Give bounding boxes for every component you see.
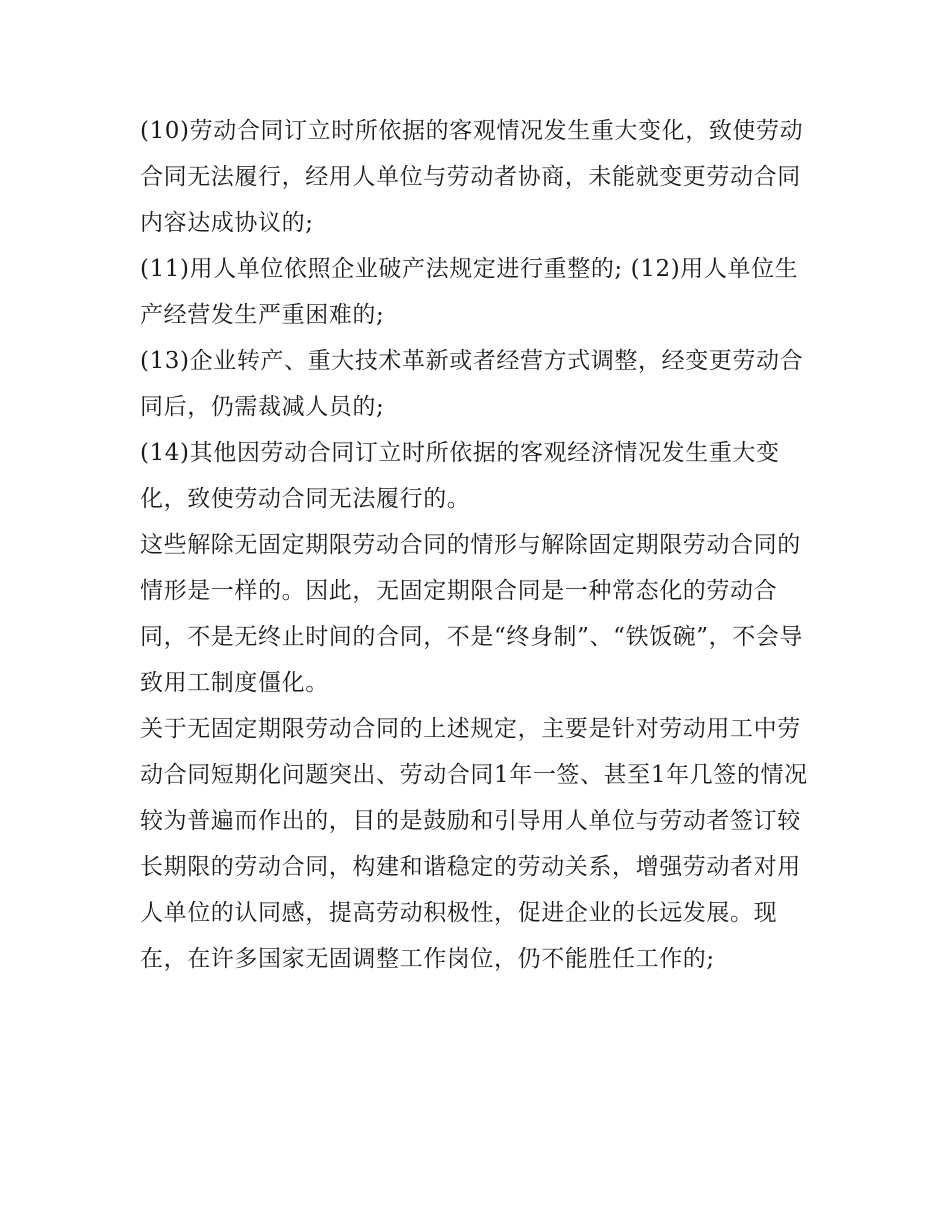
paragraph-items-11-12: (11)用人单位依照企业破产法规定进行重整的; (12)用人单位生产经营发生严重困难的;	[140, 256, 799, 328]
paragraph-item-13: (13)企业转产、重大技术革新或者经营方式调整，经变更劳动合同后，仍需裁减人员的;	[140, 348, 804, 420]
paragraph-item-14: (14)其他因劳动合同订立时所依据的客观经济情况发生重大变化，致使劳动合同无法履行的。	[140, 440, 780, 512]
paragraph-summary: 这些解除无固定期限劳动合同的情形与解除固定期限劳动合同的情形是一样的。因此，无固定期限合同是一种常态化的劳动合同，不是无终止时间的合同，不是“终身制”、“铁饭碗”，不会导致用工制度僵化。	[140, 532, 804, 696]
document-body	[140, 108, 820, 982]
paragraph-purpose: 关于无固定期限劳动合同的上述规定，主要是针对劳动用工中劳动合同短期化问题突出、劳动合同1年一签、甚至1年几签的情况较为普遍而作出的，目的是鼓励和引导用人单位与劳动者签订较长期限的劳动合同，构建和谐稳定的劳动关系，增强劳动者对用人单位的认同感，提高劳动积极性，促进企业的长远发展。现在，在许多国家无固调整工作岗位，仍不能胜任工作的;	[140, 716, 808, 972]
paragraph-item-10: (10)劳动合同订立时所依据的客观情况发生重大变化，致使劳动合同无法履行，经用人单位与劳动者协商，未能就变更劳动合同内容达成协议的;	[140, 118, 804, 236]
